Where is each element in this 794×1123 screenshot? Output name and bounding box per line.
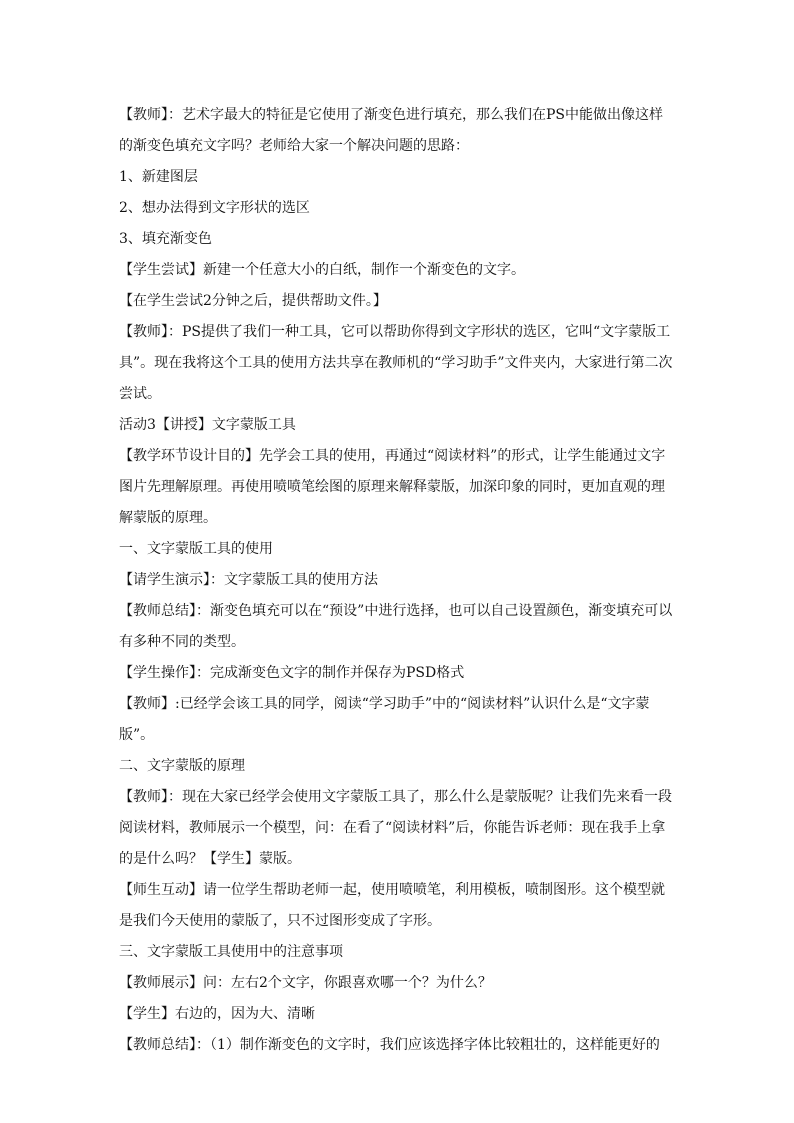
paragraph-step-3: 3、填充渐变色 <box>119 231 212 247</box>
paragraph-teacher-summary-1: 【教师总结】：渐变色填充可以在“预设”中进行选择，也可以自己设置颜色，渐变填充可以有多种不同的类型。 <box>119 603 673 650</box>
section-heading-1: 一、文字蒙版工具的使用 <box>119 541 273 557</box>
paragraph-student-operation: 【学生操作】：完成渐变色文字的制作并保存为PSD格式 <box>119 665 465 681</box>
paragraph-help-file: 【在学生尝试2分钟之后，提供帮助文件。】 <box>119 293 387 309</box>
paragraph-interaction: 【师生互动】请一位学生帮助老师一起，使用喷喷笔，利用模板，喷制图形。这个模型就是我们今天使用的蒙版了，只不过图形变成了字形。 <box>119 882 665 929</box>
section-heading-2: 二、文字蒙版的原理 <box>119 758 245 774</box>
paragraph-teacher-mask: 【教师】：现在大家已经学会使用文字蒙版工具了，那么什么是蒙版呢？让我们先来看一段阅读材料，教师展示一个模型，问：在看了“阅读材料”后，你能告诉老师：现在我手上拿的是什么吗？【学生】蒙版。 <box>119 789 672 867</box>
paragraph-student-answer: 【学生】右边的，因为大、清晰 <box>119 1006 315 1022</box>
paragraph-step-2: 2、想办法得到文字形状的选区 <box>119 200 310 216</box>
paragraph-design-purpose: 【教学环节设计目的】先学会工具的使用，再通过“阅读材料”的形式，让学生能通过文字图片先理解原理。再使用喷喷笔绘图的原理来解释蒙版，加深印象的同时，更加直观的理解蒙版的原理。 <box>119 448 666 526</box>
paragraph-teacher-tool: 【教师】：PS提供了我们一种工具，它可以帮助你得到文字形状的选区，它叫“文字蒙版工具”。现在我将这个工具的使用方法共享在教师机的“学习助手”文件夹内，大家进行第二次尝试。 <box>119 324 673 402</box>
paragraph-activity-3: 活动3【讲授】文字蒙版工具 <box>119 417 296 433</box>
paragraph-teacher-reading: 【教师】:已经学会该工具的同学，阅读“学习助手”中的“阅读材料”认识什么是“文字蒙版”。 <box>119 696 650 743</box>
paragraph-teacher-show: 【教师展示】问：左右2个文字，你跟喜欢哪一个？为什么？ <box>119 975 492 991</box>
paragraph-teacher-intro: 【教师】：艺术字最大的特征是它使用了渐变色进行填充，那么我们在PS中能做出像这样的渐变色填充文字吗？老师给大家一个解决问题的思路： <box>119 107 664 154</box>
document-body <box>119 100 675 1061</box>
paragraph-step-1: 1、新建图层 <box>119 169 198 185</box>
paragraph-student-try: 【学生尝试】新建一个任意大小的白纸，制作一个渐变色的文字。 <box>119 262 525 278</box>
paragraph-teacher-summary-2: 【教师总结】：（1）制作渐变色的文字时，我们应该选择字体比较粗壮的，这样能更好的 <box>119 1037 660 1053</box>
section-heading-3: 三、文字蒙版工具使用中的注意事项 <box>119 944 343 960</box>
paragraph-student-demo: 【请学生演示】：文字蒙版工具的使用方法 <box>119 572 378 588</box>
